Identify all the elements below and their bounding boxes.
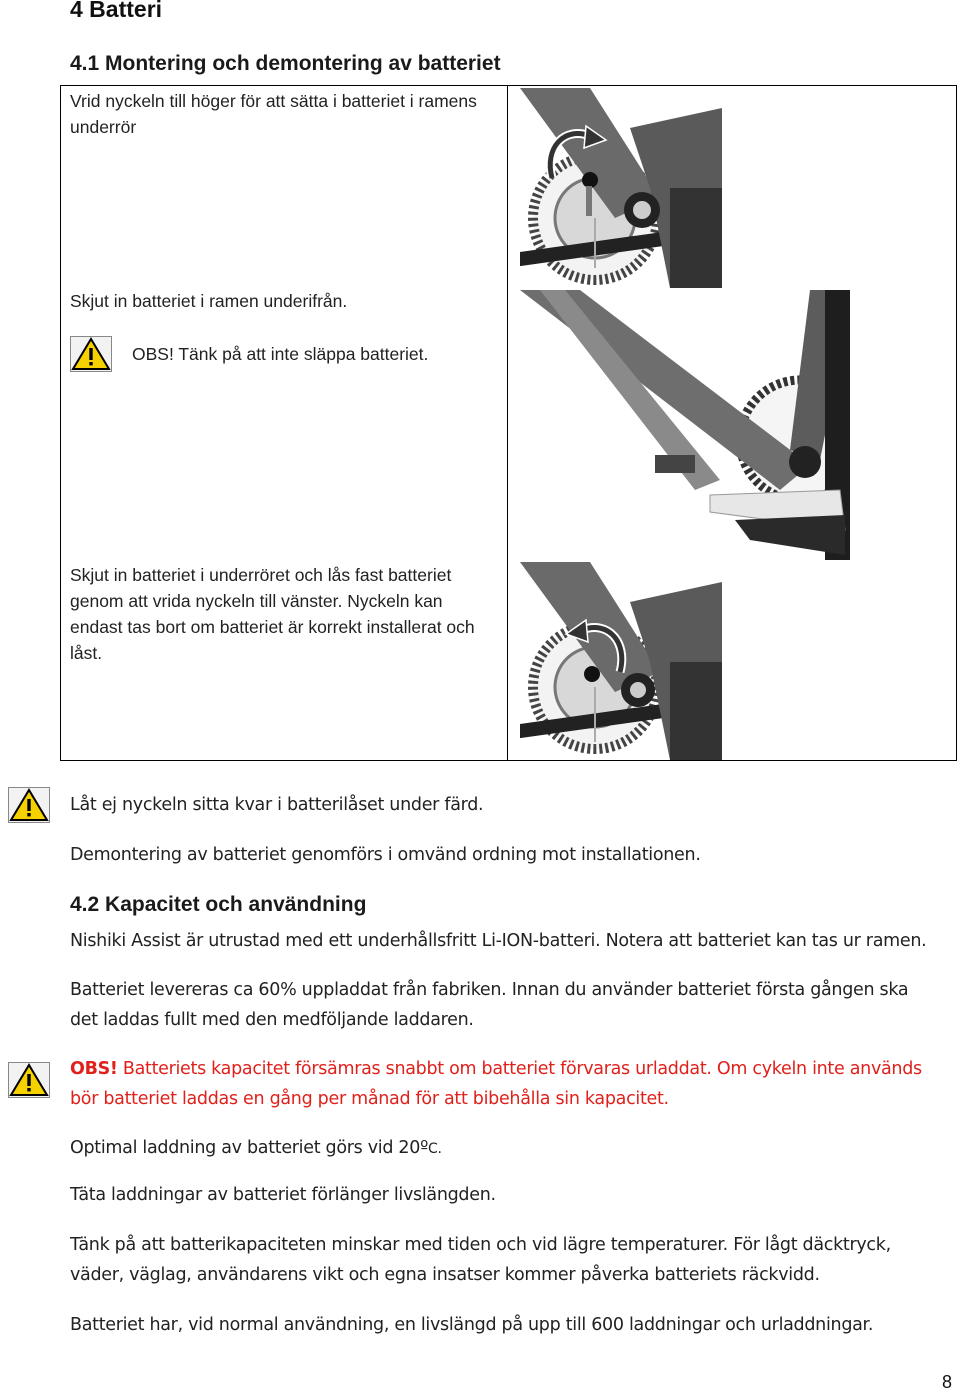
rotate-counterclockwise-arrow-icon xyxy=(562,612,632,682)
rotate-clockwise-arrow-icon xyxy=(540,118,610,188)
section-title-capacity: 4.2 Kapacitet och användning xyxy=(70,893,367,916)
temperature-unit: C. xyxy=(428,1141,442,1157)
paragraph-charge-level: Batteriet levereras ca 60% uppladdat från fabriken. Innan du använder batteriet första gången ska det laddas fullt med den medföljande laddaren. xyxy=(70,980,909,1030)
page-heading: 4 Batteri xyxy=(70,0,163,22)
page-number: 8 xyxy=(941,1372,952,1392)
row2-instruction: Skjut in batteriet i ramen underifrån. xyxy=(70,291,348,311)
warning-triangle-icon xyxy=(8,1062,50,1098)
table-divider xyxy=(507,85,508,761)
obs-text: Batteriets kapacitet försämras snabbt om batteriet förvaras urladdat. Om cykeln inte används bör batteriet laddas en gång per månad för att bibehålla sin kapacitet. xyxy=(70,1059,922,1109)
obs-label: OBS! xyxy=(70,1059,118,1079)
paragraph-frequent-charging: Täta laddningar av batteriet förlänger livslängden. xyxy=(70,1185,496,1205)
paragraph-range-factors: Tänk på att batterikapaciteten minskar med tiden och vid lägre temperaturer. För lågt däcktryck, väder, väglag, användarens vikt och egna insatser kommer påverka batteriets räckvidd. xyxy=(70,1235,891,1285)
paragraph-battery-type: Nishiki Assist är utrustad med ett underhållsfritt Li-ION-batteri. Notera att batteriet kan tas ur ramen. xyxy=(70,931,927,951)
removal-text: Demontering av batteriet genomförs i omvänd ordning mot installationen. xyxy=(70,845,701,865)
row1-instruction: Vrid nyckeln till höger för att sätta i batteriet i ramens underrör xyxy=(70,91,477,137)
section-title-mounting: 4.1 Montering och demontering av batteriet xyxy=(70,52,501,75)
optimal-charging-text: Optimal laddning av batteriet görs vid 20º xyxy=(70,1138,429,1158)
row2-warning-text: OBS! Tänk på att inte släppa batteriet. xyxy=(132,344,429,364)
paragraph-optimal-charging xyxy=(70,1133,442,1164)
warning-triangle-icon xyxy=(70,336,112,372)
row3-instruction: Skjut in batteriet i underröret och lås fast batteriet genom att vrida nyckeln till vänster. Nyckeln kan endast tas bort om batteriet är korrekt installerat och låst. xyxy=(70,565,475,663)
warning-key-text: Låt ej nyckeln sitta kvar i batterilåset under färd. xyxy=(70,795,484,815)
warning-triangle-icon xyxy=(8,787,50,823)
photo-insert-battery xyxy=(520,290,850,560)
paragraph-lifespan: Batteriet har, vid normal användning, en livslängd på upp till 600 laddningar och urladdningar. xyxy=(70,1315,874,1335)
obs-warning-paragraph xyxy=(70,1054,950,1114)
